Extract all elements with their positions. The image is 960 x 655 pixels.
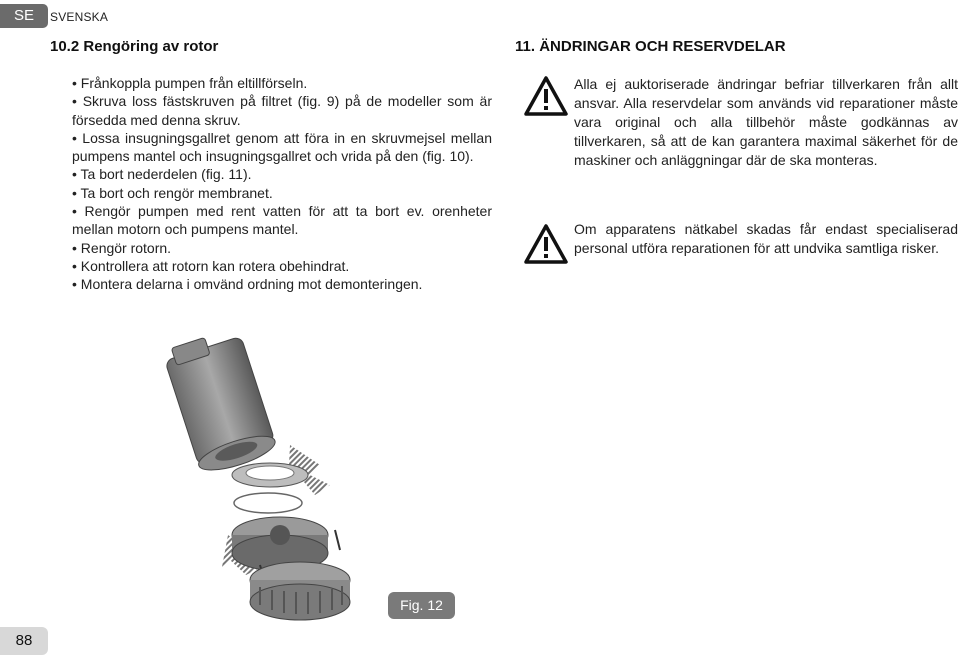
list-item: • Rengör pumpen med rent vatten för att ta bort ev. orenheter mellan motorn och pumpens mantel.: [72, 203, 492, 238]
section-heading-rotor: 10.2 Rengöring av rotor: [50, 38, 219, 55]
language-name: SVENSKA: [50, 10, 109, 24]
warning-text-power-cable: Om apparatens nätkabel skadas får endast specialiserad personal utföra reparationen för att undvika samtliga risker.: [574, 221, 958, 256]
warning-triangle-icon: [524, 76, 568, 116]
warning-triangle-icon: [524, 224, 568, 264]
list-item: • Skruva loss fästskruven på filtret (fig. 9) på de modeller som är försedda med denna skruv.: [72, 93, 492, 128]
list-item: • Ta bort och rengör membranet.: [72, 184, 273, 201]
instruction-list: [72, 74, 492, 294]
language-tab: SE: [0, 4, 48, 28]
figure-label: Fig. 12: [388, 592, 455, 619]
list-item: • Frånkoppla pumpen från eltillförseln.: [72, 75, 308, 91]
page-number: 88: [0, 627, 48, 655]
list-item: • Ta bort nederdelen (fig. 11).: [72, 166, 252, 183]
pump-exploded-illustration: [150, 325, 380, 625]
list-item: • Lossa insugningsgallret genom att föra in en skruvmejsel mellan pumpens mantel och insugningsgallret och vrida på den (fig. 10).: [72, 129, 492, 165]
list-item: • Rengör rotorn.: [72, 239, 172, 256]
list-item: • Montera delarna i omvänd ordning mot demonteringen.: [72, 276, 423, 293]
section-heading-spare-parts: 11. ÄNDRINGAR OCH RESERVDELAR: [515, 38, 786, 55]
warning-text-modifications: Alla ej auktoriserade ändringar befriar tillverkaren från allt ansvar. Alla reservdelar som används vid reparationer måste vara original och alla tillbehör måste godkännas av tillverkaren, så att de kan garantera maximal säkerhet för de maskiner och anläggningar där de ska monteras.: [574, 76, 958, 168]
list-item: • Kontrollera att rotorn kan rotera obehindrat.: [72, 257, 350, 274]
